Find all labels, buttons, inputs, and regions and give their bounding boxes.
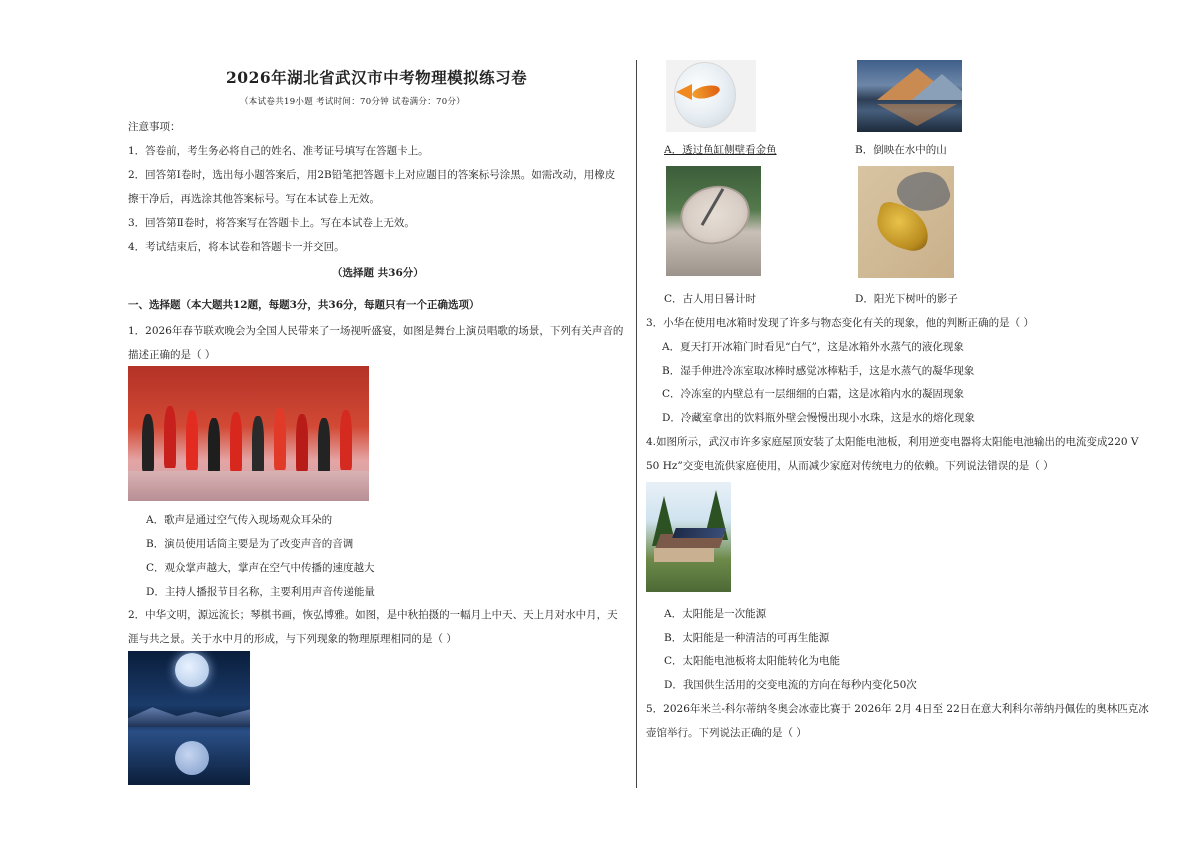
stage-performance-image xyxy=(128,366,369,501)
question-2-option-a: A．透过鱼缸侧壁看金鱼 xyxy=(664,144,777,156)
note-line: 2．回答第Ⅰ卷时，选出每小题答案后，用2B铅笔把答题卡上对应题目的答案标号涂黑。如需改动，用橡皮 xyxy=(128,169,616,181)
question-2-option-b: B．倒映在水中的山 xyxy=(855,144,947,156)
question-2-text: 涯与共之景。关于水中月的形成，与下列现象的物理原理相同的是（ ） xyxy=(128,633,457,645)
question-5-text: 壶馆举行。下列说法正确的是（ ） xyxy=(646,727,807,739)
question-1-option-b: B．演员使用话筒主要是为了改变声音的音调 xyxy=(146,538,354,550)
question-1-option-a: A．歌声是通过空气传入现场观众耳朵的 xyxy=(146,514,333,526)
part-title: 一、选择题（本大题共12题，每题3分，共36分，每题只有一个正确选项） xyxy=(128,299,480,311)
question-4-option-a: A．太阳能是一次能源 xyxy=(664,608,767,620)
question-1-text: 描述正确的是（ ） xyxy=(128,349,216,361)
question-2-option-d: D．阳光下树叶的影子 xyxy=(855,293,958,305)
question-4-text: 50 Hz”交变电流供家庭使用，从而减少家庭对传统电力的依赖。下列说法错误的是（ ） xyxy=(646,460,1054,472)
question-3-option-a: A．夏天打开冰箱门时看见“白气”，这是冰箱外水蒸气的液化现象 xyxy=(662,341,964,353)
sundial-image xyxy=(666,166,761,276)
question-1-option-c: C．观众掌声越大，掌声在空气中传播的速度越大 xyxy=(146,562,375,574)
question-1-text: 1．2026年春节联欢晚会为全国人民带来了一场视听盛宴，如图是舞台上演员唱歌的场景，下列有关声音的 xyxy=(128,325,624,337)
question-2-text: 2．中华文明，源远流长；琴棋书画，恢弘博雅。如图，是中秋拍摄的一幅月上中天、天上月对水中月，天 xyxy=(128,609,618,621)
question-5-text: 5．2026年米兰-科尔蒂纳冬奥会冰壶比赛于 2026年 2月 4日至 22日在意大利科尔蒂纳丹佩佐的奥林匹克冰 xyxy=(646,703,1149,715)
question-1-option-d: D．主持人播报节目名称，主要利用声音传递能量 xyxy=(146,586,375,598)
question-3-text: 3．小华在使用电冰箱时发现了许多与物态变化有关的现象，他的判断正确的是（ ） xyxy=(646,317,1035,329)
question-2-option-c: C．古人用日晷计时 xyxy=(664,293,757,305)
question-4-option-b: B．太阳能是一种清洁的可再生能源 xyxy=(664,632,830,644)
question-4-option-d: D．我国供生活用的交变电流的方向在每秒内变化50次 xyxy=(664,679,917,691)
question-3-option-b: B．湿手伸进冷冻室取冰棒时感觉冰棒粘手，这是水蒸气的凝华现象 xyxy=(662,365,975,377)
mountain-reflection-image xyxy=(857,60,962,132)
exam-info: （本试卷共19小题 考试时间：70分钟 试卷满分：70分） xyxy=(240,97,466,107)
page-title: 2026年湖北省武汉市中考物理模拟练习卷 xyxy=(226,68,528,87)
question-4-text: 4.如图所示，武汉市许多家庭屋顶安装了太阳能电池板，利用逆变电器将太阳能电池输出的电流变成220 V xyxy=(646,436,1139,448)
section-heading: （选择题 共36分） xyxy=(332,267,424,279)
notes-heading: 注意事项： xyxy=(128,121,181,133)
question-3-option-d: D．冷藏室拿出的饮料瓶外壁会慢慢出现小水珠，这是水的熔化现象 xyxy=(662,412,975,424)
moon-reflection-image xyxy=(128,651,250,785)
leaf-shadow-image xyxy=(858,166,954,278)
goldfish-bowl-image xyxy=(666,60,756,132)
note-line: 擦干净后，再选涂其他答案标号。写在本试卷上无效。 xyxy=(128,193,380,205)
question-3-option-c: C．冷冻室的内壁总有一层细细的白霜，这是冰箱内水的凝固现象 xyxy=(662,388,965,400)
note-line: 1．答卷前，考生务必将自己的姓名、准考证号填写在答题卡上。 xyxy=(128,145,429,157)
question-4-option-c: C．太阳能电池板将太阳能转化为电能 xyxy=(664,655,841,667)
note-line: 4．考试结束后，将本试卷和答题卡一并交回。 xyxy=(128,241,345,253)
column-divider xyxy=(636,60,637,788)
solar-panel-house-image xyxy=(646,482,731,592)
note-line: 3．回答第Ⅱ卷时，将答案写在答题卡上。写在本试卷上无效。 xyxy=(128,217,415,229)
